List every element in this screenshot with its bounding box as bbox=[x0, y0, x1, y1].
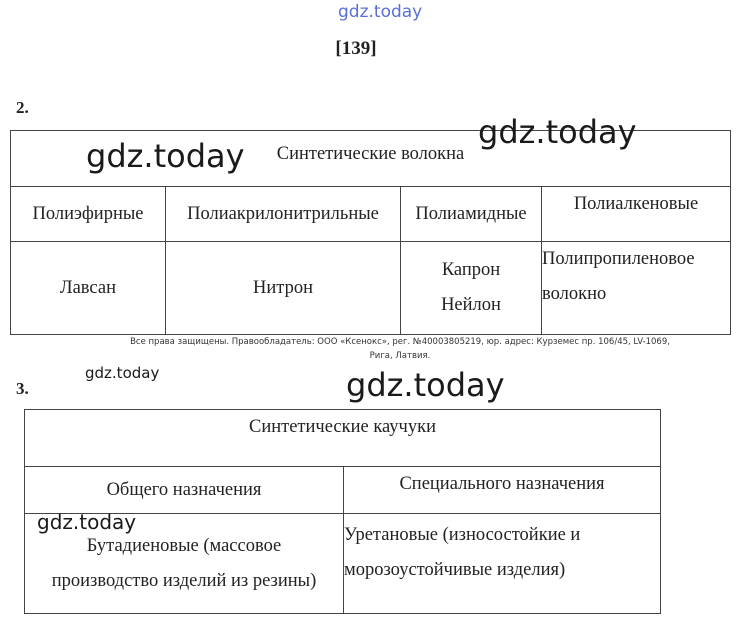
page-number: [139] bbox=[335, 38, 377, 59]
copyright-notice: Все права защищены. Правообладатель: ООО «Ксенокс», рег. №40003805219, юр. адрес: Курземес пр. 106/45, LV-1069, Рига, Латвия. bbox=[130, 337, 670, 361]
watermark-a: gdz.today bbox=[86, 137, 245, 175]
section-2-number: 2. bbox=[16, 98, 29, 117]
fibers-table-title: Синтетические волокна bbox=[10, 130, 731, 187]
rubbers-table-title: Синтетические каучуки bbox=[24, 409, 661, 467]
watermark-c: gdz.today bbox=[85, 364, 160, 382]
fibers-header-polyamide: Полиамидные bbox=[400, 186, 542, 242]
fibers-example-lavsan: Лавсан bbox=[10, 241, 166, 335]
watermark-top: gdz.today bbox=[338, 2, 423, 22]
fibers-example-polypropylene: Полипропиленовое волокно bbox=[541, 241, 731, 335]
watermark-e: gdz.today bbox=[37, 510, 137, 534]
rubbers-header-special: Специального назначения bbox=[343, 466, 661, 514]
section-3-number: 3. bbox=[16, 379, 29, 398]
watermark-d: gdz.today bbox=[346, 366, 505, 404]
fibers-header-polyacrylonitrile: Полиакрилонитрильные bbox=[165, 186, 401, 242]
fibers-header-polyester: Полиэфирные bbox=[10, 186, 166, 242]
watermark-b: gdz.today bbox=[478, 113, 637, 151]
rubbers-header-general: Общего назначения bbox=[24, 466, 344, 514]
fibers-example-polyamide: Капрон Нейлон bbox=[400, 241, 542, 335]
fibers-header-polyalkene: Полиалкеновые bbox=[541, 186, 731, 242]
rubbers-example-urethane: Уретановые (износостойкие и морозоустойчивые изделия) bbox=[343, 513, 661, 614]
rubbers-example-butadiene: Бутадиеновые (массовое производство изделий из резины) bbox=[24, 513, 344, 614]
fibers-example-nitron: Нитрон bbox=[165, 241, 401, 335]
